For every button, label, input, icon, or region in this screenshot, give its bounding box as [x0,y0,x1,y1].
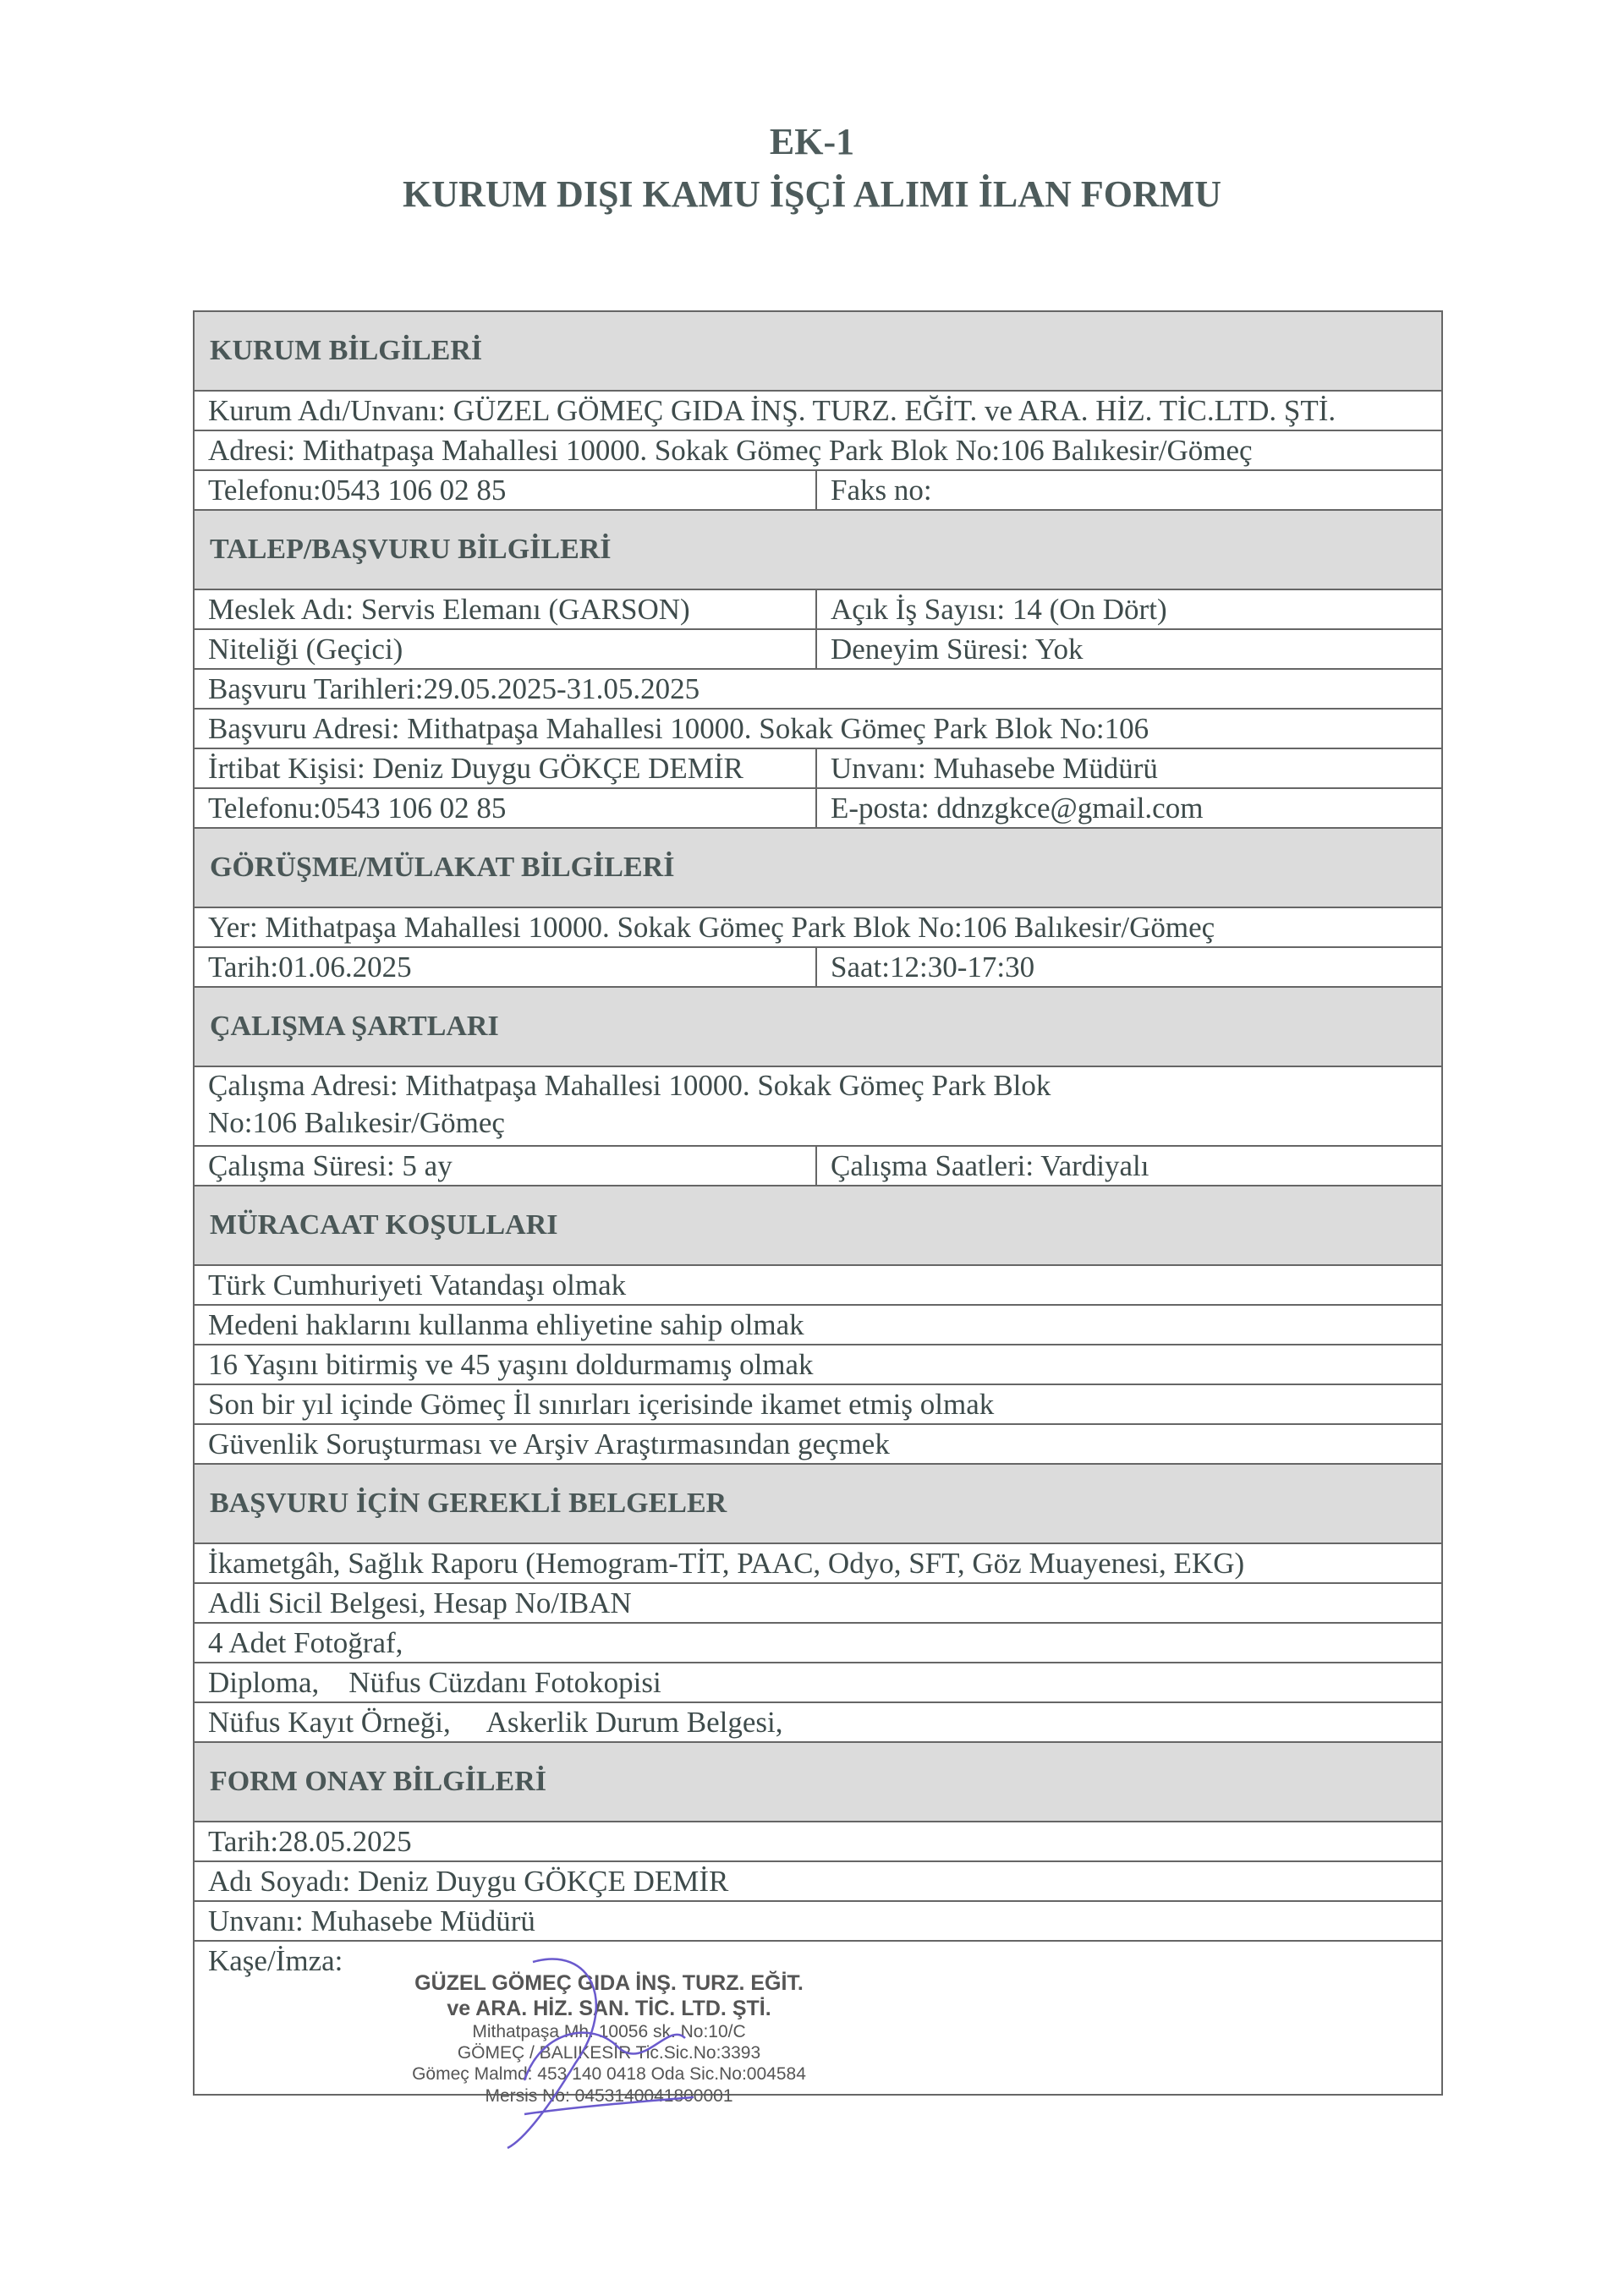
calisma-saatleri: Çalışma Saatleri: Vardiyalı [831,1149,1149,1182]
belge-item: Adli Sicil Belgesi, Hesap No/IBAN [208,1586,632,1619]
belge-item: Diploma, Nüfus Cüzdanı Fotokopisi [208,1666,661,1699]
signature [474,1937,727,2156]
stamp-line: Mithatpaşa Mh. 10056 sk. No:10/C [472,2022,746,2041]
section-kurum: KURUM BİLGİLERİ [195,312,1441,392]
belge-item: Nüfus Kayıt Örneği, Askerlik Durum Belgesi, [208,1706,783,1739]
stamp-line: Gömeç Malmd: 453 140 0418 Oda Sic.No:004584 [412,2064,806,2085]
kurum-address: Adresi: Mithatpaşa Mahallesi 10000. Sokak Gömeç Park Blok No:106 Balıkesir/Gömeç [208,434,1253,467]
gorusme-saat: Saat:12:30-17:30 [831,951,1035,984]
calisma-suresi: Çalışma Süresi: 5 ay [195,1147,817,1185]
section-belgeler: BAŞVURU İÇİN GEREKLİ BELGELER [195,1465,1441,1544]
stamp-line: ve ARA. HİZ. SAN. TİC. LTD. ŞTİ. [447,1997,771,2020]
onay-ad: Adı Soyadı: Deniz Duygu GÖKÇE DEMİR [208,1865,729,1898]
muracaat-item: Türk Cumhuriyeti Vatandaşı olmak [208,1269,627,1301]
acik-is: Açık İş Sayısı: 14 (On Dört) [831,593,1167,626]
application-form [193,310,1443,2096]
section-muracaat: MÜRACAAT KOŞULLARI [195,1186,1441,1266]
kurum-phone: Telefonu:0543 106 02 85 [195,471,817,509]
irtibat-kisisi: İrtibat Kişisi: Deniz Duygu GÖKÇE DEMİR [195,749,817,787]
stamp-line: Mersis No: 0453140041800001 [485,2085,733,2106]
belge-item: İkametgâh, Sağlık Raporu (Hemogram-TİT, PAAC, Odyo, SFT, Göz Muayenesi, EKG) [208,1547,1245,1580]
kase-imza-label: Kaşe/İmza: [208,1944,343,1977]
section-onay: FORM ONAY BİLGİLERİ [195,1743,1441,1822]
section-calisma: ÇALIŞMA ŞARTLARI [195,988,1441,1067]
section-gorusme: GÖRÜŞME/MÜLAKAT BİLGİLERİ [195,829,1441,908]
kurum-fax: Faks no: [831,474,932,507]
stamp-line: GÖMEÇ / BALIKESİR Tic.Sic.No:3393 [457,2043,761,2063]
belge-item: 4 Adet Fotoğraf, [208,1626,403,1659]
muracaat-item: Son bir yıl içinde Gömeç İl sınırları içerisinde ikamet etmiş olmak [208,1388,995,1421]
doc-title: KURUM DIŞI KAMU İŞÇİ ALIMI İLAN FORMU [402,173,1222,215]
muracaat-item: Güvenlik Soruşturması ve Arşiv Araştırmasından geçmek [208,1427,890,1460]
calisma-adresi: Çalışma Adresi: Mithatpaşa Mahallesi 10000. Sokak Gömeç Park Blok No:106 Balıkesir/Gömeç [208,1069,1051,1139]
irtibat-eposta: E-posta: ddnzgkce@gmail.com [831,792,1204,825]
onay-tarih: Tarih:28.05.2025 [208,1825,412,1858]
gorusme-tarih: Tarih:01.06.2025 [195,948,817,986]
kurum-name: Kurum Adı/Unvanı: GÜZEL GÖMEÇ GIDA İNŞ. TURZ. EĞİT. ve ARA. HİZ. TİC.LTD. ŞTİ. [208,394,1336,427]
muracaat-item: Medeni haklarını kullanma ehliyetine sahip olmak [208,1308,804,1341]
irtibat-unvan: Unvanı: Muhasebe Müdürü [831,752,1158,785]
deneyim: Deneyim Süresi: Yok [831,633,1084,666]
meslek: Meslek Adı: Servis Elemanı (GARSON) [195,590,817,628]
muracaat-item: 16 Yaşını bitirmiş ve 45 yaşını doldurmamış olmak [208,1348,814,1381]
nitelik: Niteliği (Geçici) [195,630,817,668]
irtibat-telefon: Telefonu:0543 106 02 85 [195,789,817,827]
doc-annex-label: EK-1 [769,121,855,162]
onay-unvan: Unvanı: Muhasebe Müdürü [208,1904,535,1937]
stamp-line: GÜZEL GÖMEÇ GIDA İNŞ. TURZ. EĞİT. [414,1971,804,1995]
gorusme-yer: Yer: Mithatpaşa Mahallesi 10000. Sokak Gömeç Park Blok No:106 Balıkesir/Gömeç [208,911,1215,944]
basvuru-tarihleri: Başvuru Tarihleri:29.05.2025-31.05.2025 [208,672,700,705]
section-talep: TALEP/BAŞVURU BİLGİLERİ [195,511,1441,590]
basvuru-adresi: Başvuru Adresi: Mithatpaşa Mahallesi 10000. Sokak Gömeç Park Blok No:106 [208,712,1149,745]
